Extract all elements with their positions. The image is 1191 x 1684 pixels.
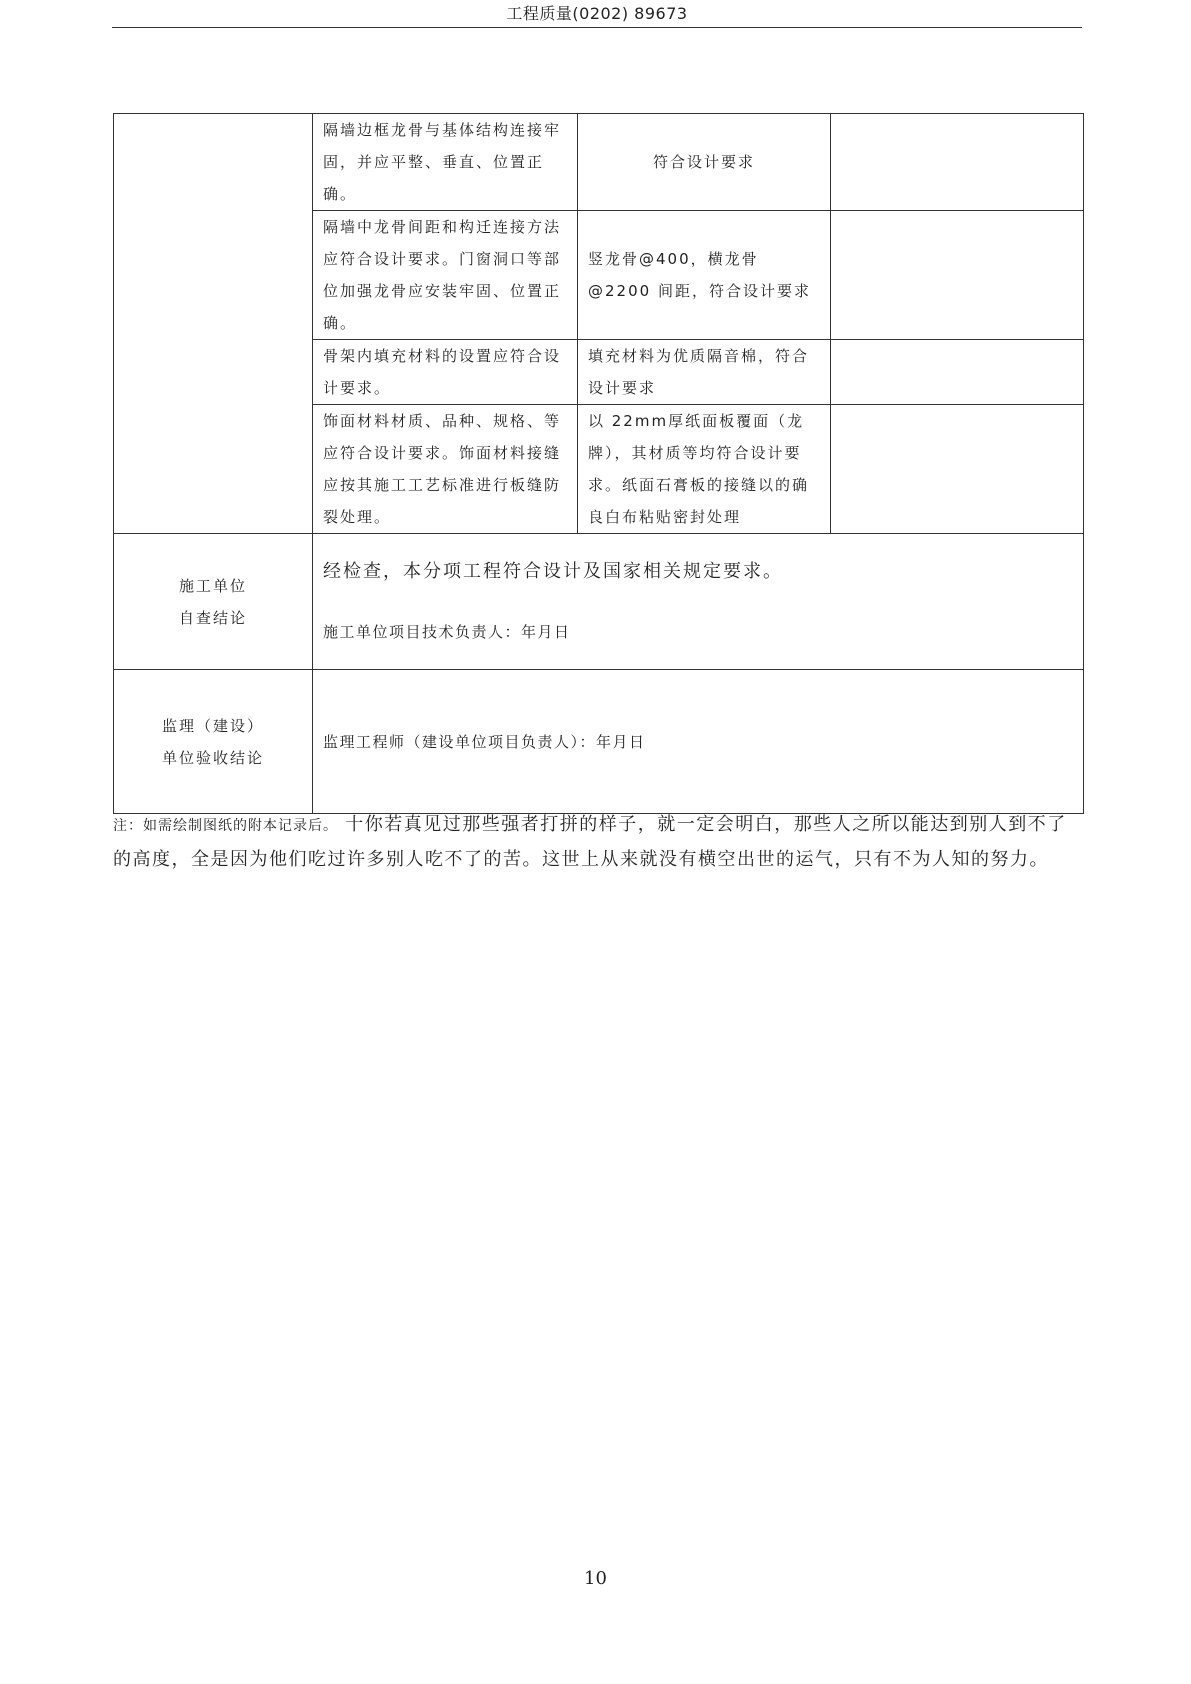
remark-cell bbox=[831, 340, 1084, 405]
requirement-cell: 隔墙中龙骨间距和构迁连接方法应符合设计要求。门窗洞口等部位加强龙骨应安装牢固、位置正确。 bbox=[313, 211, 578, 340]
self-check-row bbox=[114, 534, 1084, 670]
supervision-signature: 监理工程师（建设单位项目负责人）：年月日 bbox=[323, 732, 646, 751]
supervision-label-line1: 监理（建设） bbox=[161, 716, 264, 735]
requirement-cell: 隔墙边框龙骨与基体结构连接牢固，并应平整、垂直、位置正确。 bbox=[313, 114, 578, 211]
table-row bbox=[114, 114, 1084, 211]
result-cell: 以 22mm厚纸面板覆面（龙牌），其材质等均符合设计要求。纸面石膏板的接缝以的确良白布粘贴密封处理 bbox=[578, 405, 831, 534]
page-header bbox=[112, 0, 1082, 28]
self-check-label-line1: 施工单位 bbox=[178, 576, 247, 595]
result-cell: 符合设计要求 bbox=[578, 114, 831, 211]
supervision-label bbox=[114, 670, 313, 814]
requirement-cell: 骨架内填充材料的设置应符合设计要求。 bbox=[313, 340, 578, 405]
header-title: 工程质量(0202) 89673 bbox=[506, 4, 688, 23]
result-cell: 填充材料为优质隔音棉，符合设计要求 bbox=[578, 340, 831, 405]
item-category-cell bbox=[114, 114, 313, 534]
footnote-text: 十你若真见过那些强者打拼的样子，就一定会明白，那些人之所以能达到别人到不了的高度，全是因为他们吃过许多别人吃不了的苦。这世上从来就没有横空出世的运气，只有不为人知的努力。 bbox=[113, 814, 1067, 870]
remark-cell bbox=[831, 405, 1084, 534]
supervision-label-line2: 单位验收结论 bbox=[161, 748, 264, 767]
self-check-conclusion: 经检查，本分项工程符合设计及国家相关规定要求。 bbox=[323, 560, 783, 582]
supervision-content bbox=[313, 670, 1084, 814]
self-check-signature: 施工单位项目技术负责人：年月日 bbox=[323, 622, 571, 641]
result-cell: 竖龙骨@400，横龙骨@2200 间距，符合设计要求 bbox=[578, 211, 831, 340]
page-number: 10 bbox=[584, 1568, 607, 1589]
inspection-record-table bbox=[113, 113, 1084, 814]
remark-cell bbox=[831, 114, 1084, 211]
footnote-label: 注：如需绘制图纸的附本记录后。 bbox=[113, 818, 338, 834]
supervision-row bbox=[114, 670, 1084, 814]
self-check-content bbox=[313, 534, 1084, 670]
remark-cell bbox=[831, 211, 1084, 340]
self-check-label bbox=[114, 534, 313, 670]
footnote bbox=[113, 808, 1085, 876]
self-check-label-line2: 自查结论 bbox=[178, 608, 247, 627]
requirement-cell: 饰面材料材质、品种、规格、等应符合设计要求。饰面材料接缝应按其施工工艺标准进行板缝防裂处理。 bbox=[313, 405, 578, 534]
